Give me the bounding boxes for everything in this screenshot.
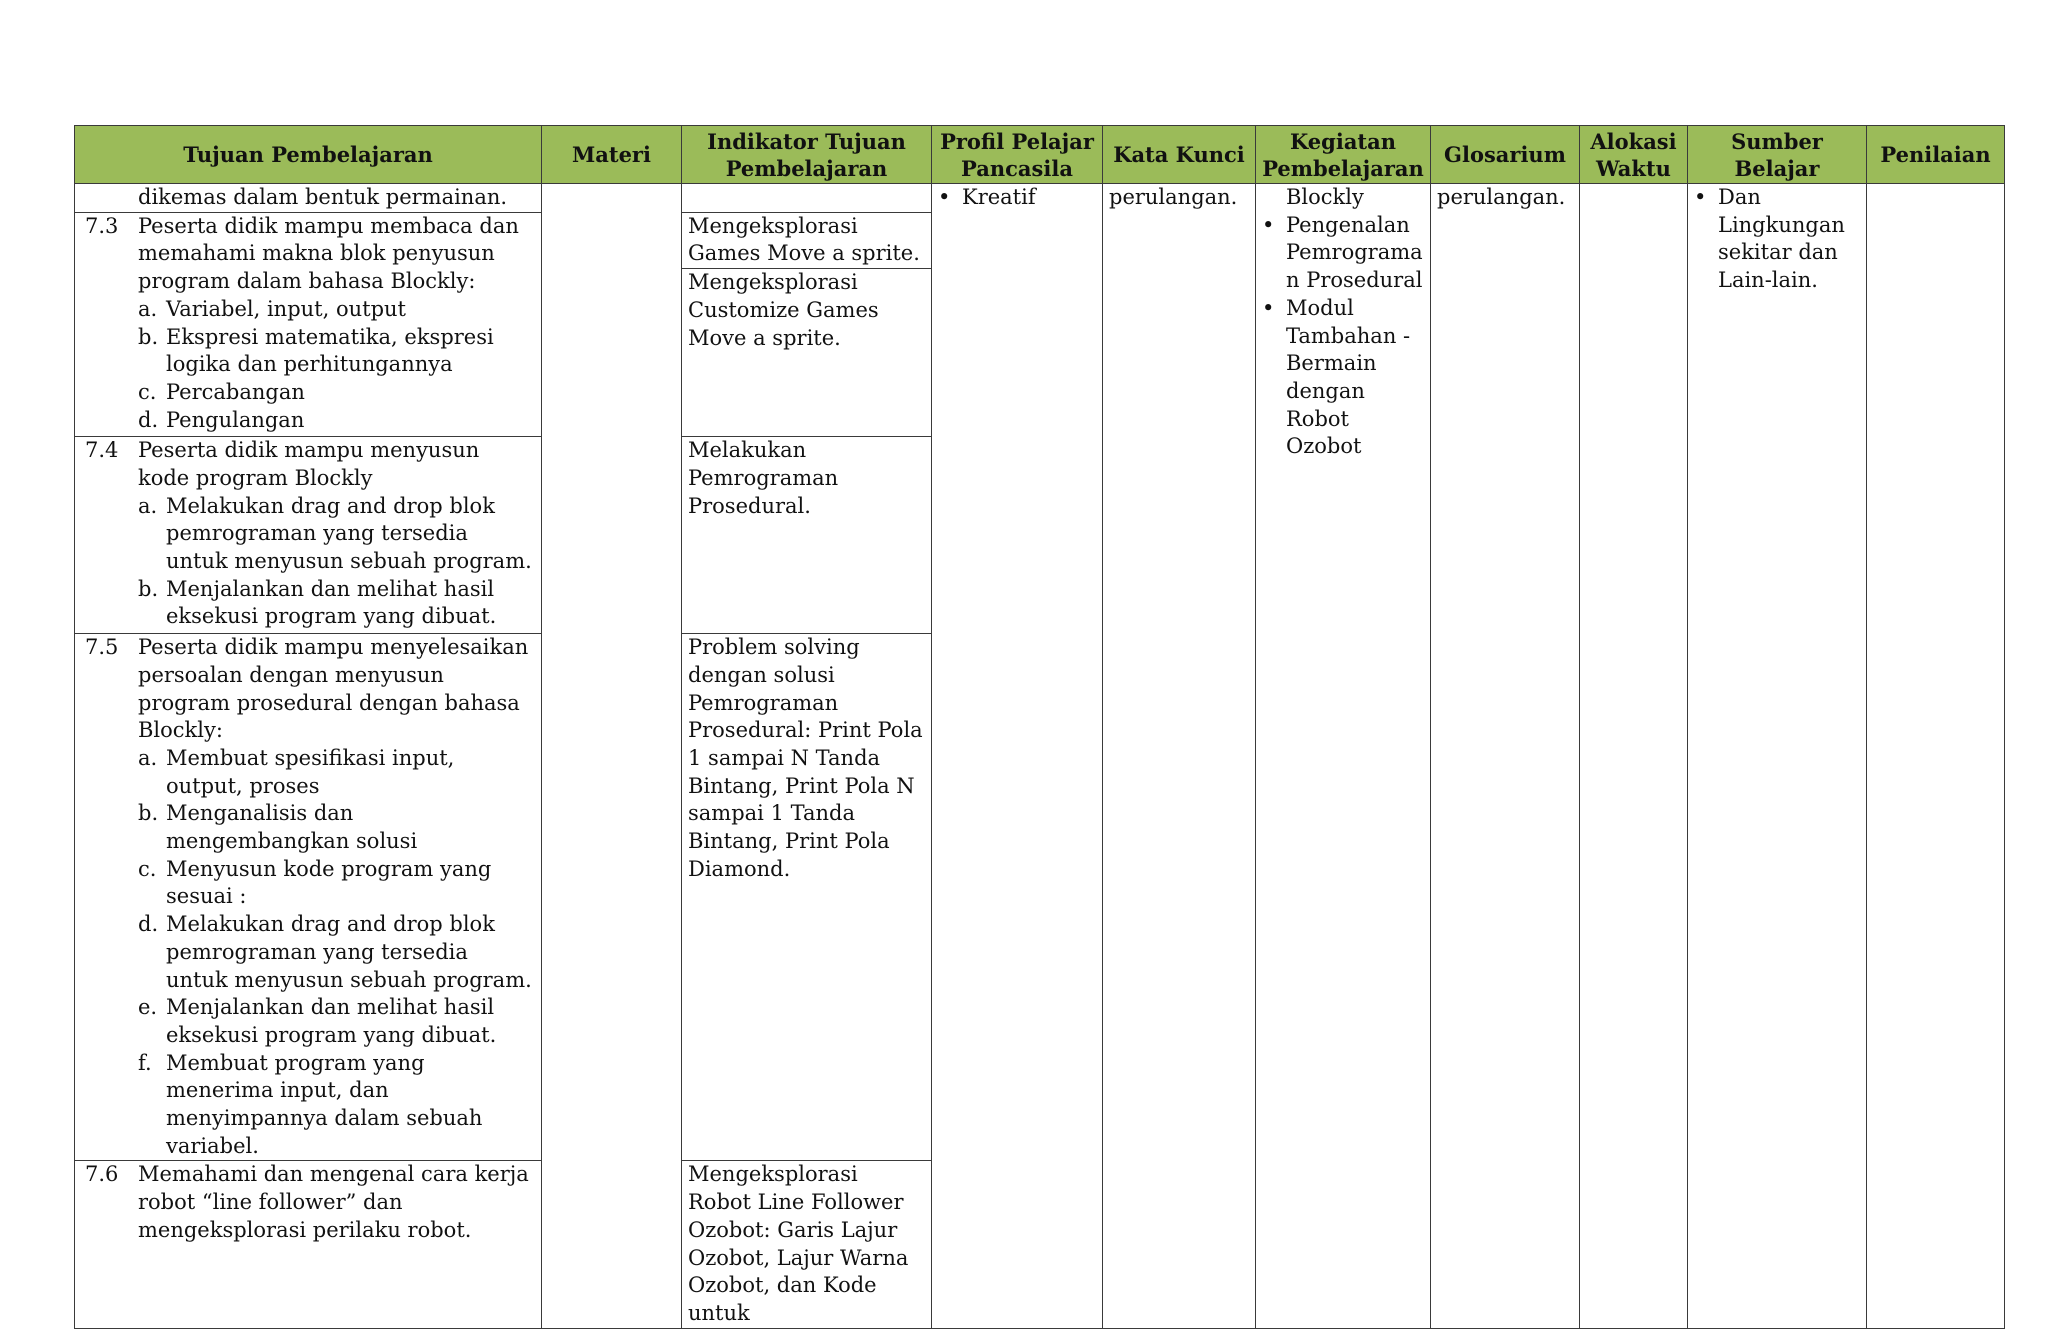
tujuan-number: 7.4 (85, 438, 119, 463)
kata-kunci-cell (1103, 184, 1256, 1329)
tujuan-text: Peserta didik mampu menyusun kode program Blockly (138, 438, 480, 490)
indikator-cell (682, 437, 932, 634)
indikator-text: Mengeksplorasi Customize Games Move a sprite. (688, 270, 879, 350)
item-letter: d. (138, 407, 159, 432)
list-item: Percabangan (166, 379, 305, 404)
list-item: Menganalisis dan mengembangkan solusi (166, 801, 418, 854)
list-item: Menyusun kode program yang sesuai : (166, 856, 492, 909)
item-letter: b. (138, 576, 159, 601)
list-item: Ekspresi matematika, ekspresi logika dan perhitungannya (166, 324, 494, 377)
list-item: Pengulangan (166, 407, 305, 432)
list-item: Menjalankan dan melihat hasil eksekusi program yang dibuat. (166, 576, 497, 629)
tujuan-cell-7-3 (75, 212, 542, 436)
tujuan-cell-continued (75, 184, 542, 213)
materi-cell (542, 184, 682, 1329)
list-item: Membuat program yang menerima input, dan menyimpannya dalam sebuah variabel. (166, 1050, 483, 1158)
indikator-cell (682, 212, 932, 268)
list-item: Melakukan drag and drop blok pemrograman yang tersedia untuk menyusun sebuah program. (166, 493, 532, 573)
indikator-text: Mengeksplorasi Robot Line Follower Ozobot: Garis Lajur Ozobot, Lajur Warna Ozobot, dan Kode untuk (688, 1162, 909, 1325)
table-row (75, 184, 2005, 213)
profil-item: Kreatif (962, 185, 1036, 209)
penilaian-cell (1867, 184, 2005, 1329)
profil-cell (932, 184, 1103, 1329)
header-profil: Profil Pelajar Pancasila (932, 126, 1103, 184)
tujuan-cell-7-5 (75, 634, 542, 1161)
bullet-icon: • (1694, 185, 1707, 209)
glosarium-text: perulangan. (1437, 185, 1566, 209)
sumber-cell (1688, 184, 1867, 1329)
bullet-icon: • (1262, 212, 1275, 237)
tujuan-cell-7-4 (75, 437, 542, 634)
alokasi-cell (1580, 184, 1688, 1329)
tujuan-number: 7.3 (85, 213, 119, 238)
tujuan-text: Memahami dan mengenal cara kerja robot “line follower” dan mengeksplorasi perilaku robot. (138, 1162, 529, 1242)
tujuan-number: 7.6 (85, 1162, 119, 1187)
glosarium-cell (1431, 184, 1580, 1329)
item-letter: e. (138, 995, 158, 1020)
header-penilaian: Penilaian (1867, 126, 2005, 184)
header-alokasi: Alokasi Waktu (1580, 126, 1688, 184)
indikator-cell (682, 1161, 932, 1328)
tujuan-text: Peserta didik mampu menyelesaikan persoalan dengan menyusun program prosedural dengan bahasa Blockly: (138, 635, 529, 743)
item-letter: a. (138, 745, 158, 770)
tujuan-continued-text: dikemas dalam bentuk permainan. (138, 185, 508, 209)
header-row (75, 126, 2005, 184)
indikator-text: Problem solving dengan solusi Pemrograman Prosedural: Print Pola 1 sampai N Tanda Bintang, Print Pola N sampai 1 Tanda Bintang, Print Pola Diamond. (688, 635, 923, 881)
learning-plan-table (74, 125, 2005, 1329)
indikator-cell (682, 634, 932, 1161)
sumber-item: Dan Lingkungan sekitar dan Lain-lain. (1718, 185, 1845, 293)
list-item: Membuat spesifikasi input, output, proses (166, 745, 455, 798)
header-sumber: Sumber Belajar (1688, 126, 1867, 184)
tujuan-cell-7-6 (75, 1161, 542, 1328)
kata-kunci-text: perulangan. (1109, 185, 1238, 209)
indikator-text: Melakukan Pemrograman Prosedural. (688, 438, 839, 518)
kegiatan-item: Pengenalan Pemrograma n Prosedural (1286, 212, 1423, 293)
item-letter: a. (138, 493, 158, 518)
header-indikator: Indikator Tujuan Pembelajaran (682, 126, 932, 184)
item-letter: d. (138, 912, 159, 937)
item-letter: c. (138, 856, 157, 881)
kegiatan-first: Blockly (1286, 185, 1364, 209)
header-tujuan: Tujuan Pembelajaran (75, 126, 542, 184)
item-letter: f. (138, 1050, 152, 1075)
kegiatan-cell (1256, 184, 1431, 1329)
header-glosarium: Glosarium (1431, 126, 1580, 184)
header-kegiatan: Kegiatan Pembelajaran (1256, 126, 1431, 184)
kegiatan-item: Modul Tambahan - Bermain dengan Robot Ozobot (1286, 295, 1411, 459)
item-letter: c. (138, 379, 157, 404)
tujuan-text: Peserta didik mampu membaca dan memahami makna blok penyusun program dalam bahasa Blockly: (138, 213, 519, 294)
item-letter: b. (138, 801, 159, 826)
tujuan-number: 7.5 (85, 635, 119, 660)
bullet-icon: • (938, 185, 951, 209)
indikator-text: Mengeksplorasi Games Move a sprite. (688, 213, 920, 266)
header-kata-kunci: Kata Kunci (1103, 126, 1256, 184)
header-materi: Materi (542, 126, 682, 184)
indikator-cell-empty (682, 184, 932, 213)
bullet-icon: • (1262, 295, 1275, 320)
list-item: Menjalankan dan melihat hasil eksekusi program yang dibuat. (166, 995, 497, 1047)
indikator-cell (682, 269, 932, 437)
list-item: Variabel, input, output (166, 296, 406, 321)
list-item: Melakukan drag and drop blok pemrograman yang tersedia untuk menyusun sebuah program. (166, 912, 532, 992)
item-letter: b. (138, 324, 159, 349)
item-letter: a. (138, 296, 158, 321)
